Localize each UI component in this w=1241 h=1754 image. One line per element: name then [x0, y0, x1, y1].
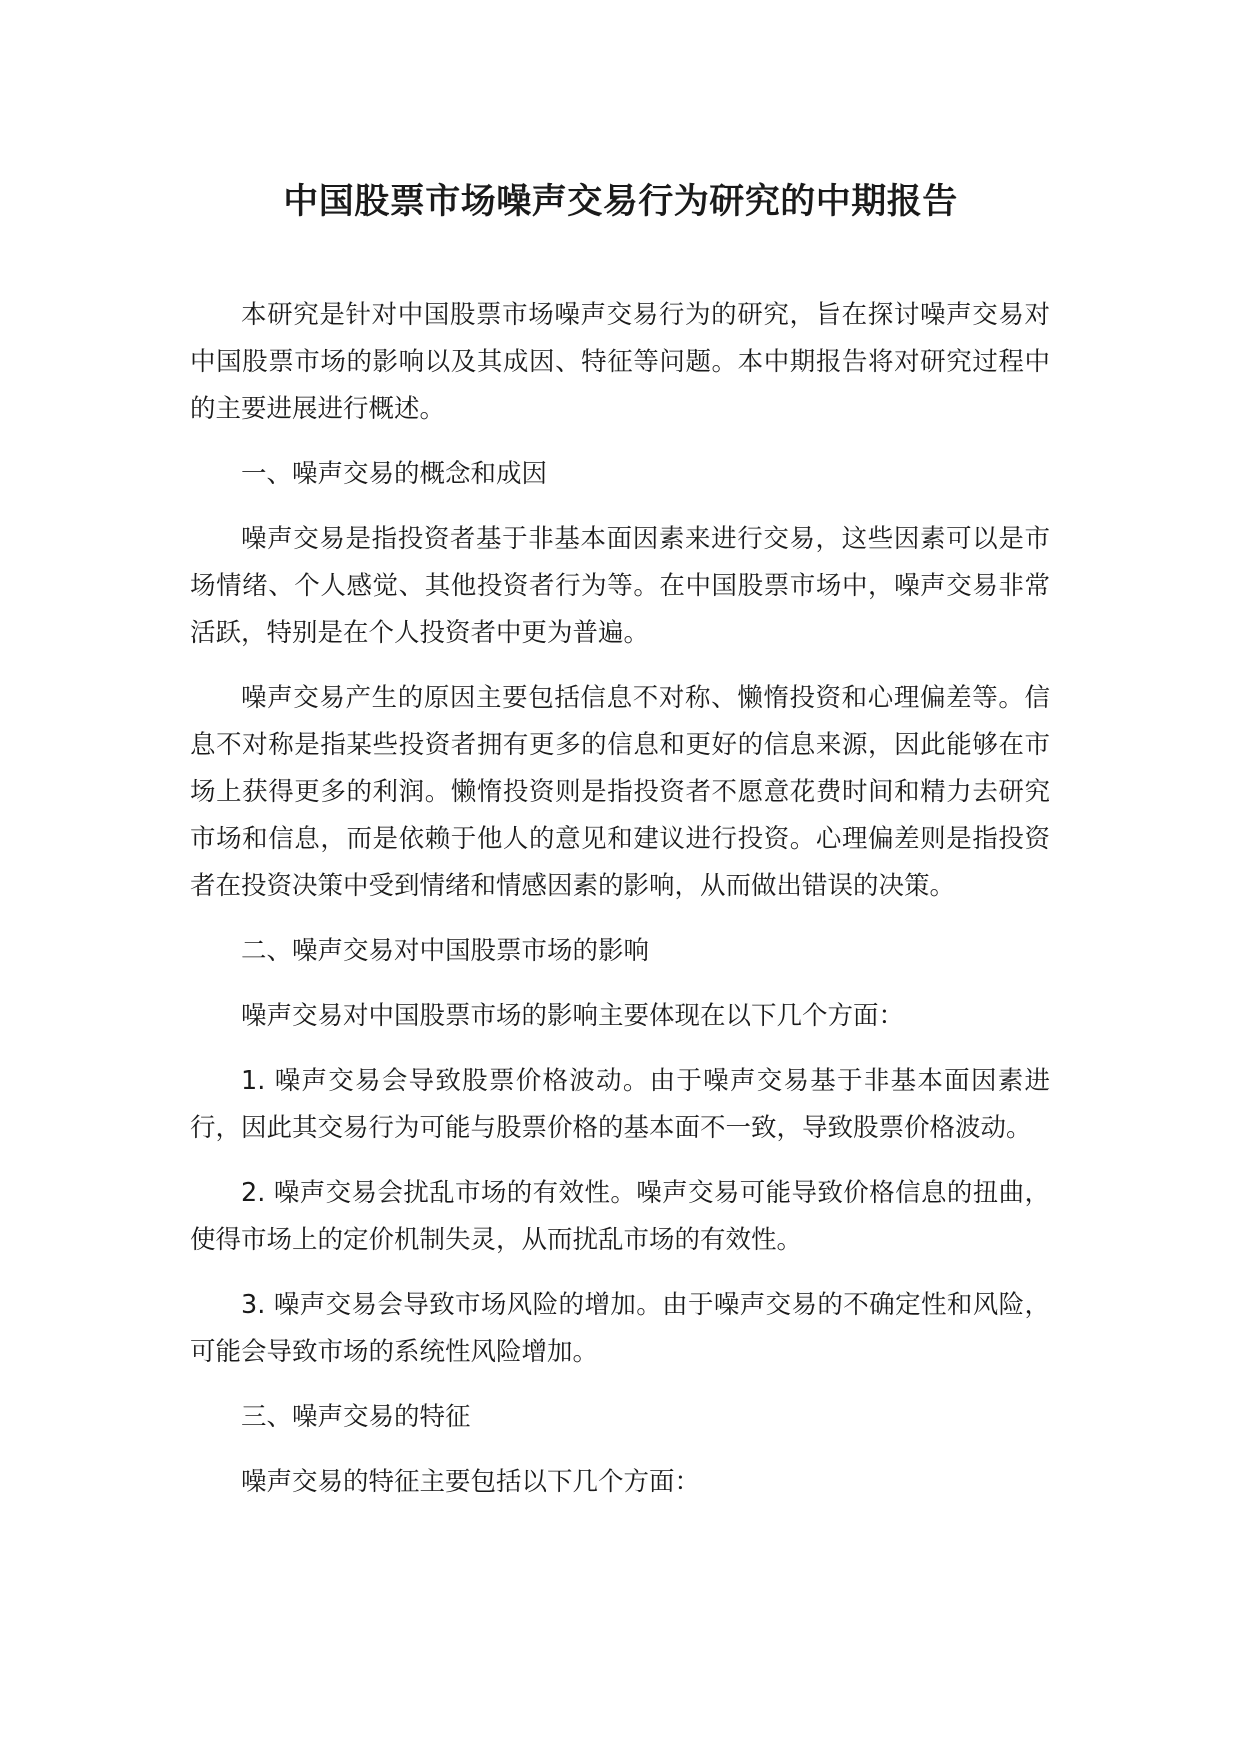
list-item-3: 3. 噪声交易会导致市场风险的增加。由于噪声交易的不确定性和风险，可能会导致市场的系统性风险增加。: [190, 1290, 1050, 1367]
document-body: [190, 292, 1050, 1524]
section-heading-2: 二、噪声交易对中国股票市场的影响: [241, 936, 650, 966]
paragraph-concept: 噪声交易是指投资者基于非基本面因素来进行交易，这些因素可以是市场情绪、个人感觉、其他投资者行为等。在中国股票市场中，噪声交易非常活跃，特别是在个人投资者中更为普遍。: [190, 524, 1050, 648]
paragraph-features-intro: 噪声交易的特征主要包括以下几个方面：: [241, 1467, 701, 1497]
intro-paragraph: 本研究是针对中国股票市场噪声交易行为的研究，旨在探讨噪声交易对中国股票市场的影响以及其成因、特征等问题。本中期报告将对研究过程中的主要进展进行概述。: [190, 300, 1050, 424]
paragraph-causes: 噪声交易产生的原因主要包括信息不对称、懒惰投资和心理偏差等。信息不对称是指某些投资者拥有更多的信息和更好的信息来源，因此能够在市场上获得更多的利润。懒惰投资则是指投资者不愿意花费时间和精力去研究市场和信息，而是依赖于他人的意见和建议进行投资。心理偏差则是指投资者在投资决策中受到情绪和情感因素的影响，从而做出错误的决策。: [190, 683, 1050, 901]
section-heading-1: 一、噪声交易的概念和成因: [241, 459, 548, 489]
paragraph-impact-intro: 噪声交易对中国股票市场的影响主要体现在以下几个方面：: [241, 1001, 905, 1031]
document-title: 中国股票市场噪声交易行为研究的中期报告: [283, 182, 958, 222]
section-heading-3: 三、噪声交易的特征: [241, 1402, 471, 1432]
list-item-1: 1. 噪声交易会导致股票价格波动。由于噪声交易基于非基本面因素进行，因此其交易行为可能与股票价格的基本面不一致，导致股票价格波动。: [190, 1066, 1050, 1143]
list-item-2: 2. 噪声交易会扰乱市场的有效性。噪声交易可能导致价格信息的扭曲，使得市场上的定价机制失灵，从而扰乱市场的有效性。: [190, 1178, 1050, 1255]
